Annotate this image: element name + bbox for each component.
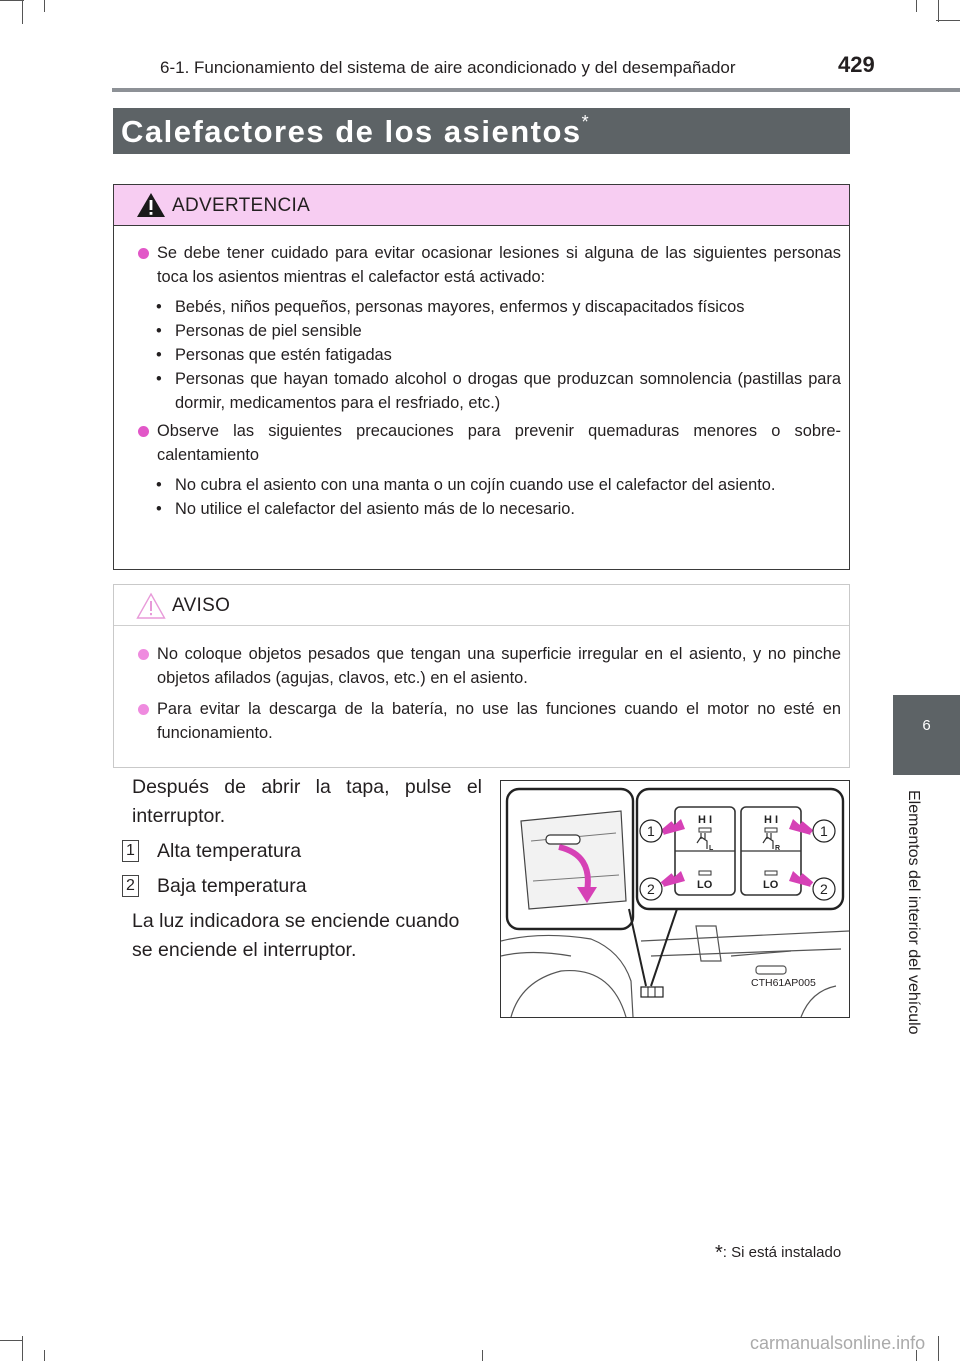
right-seat-tag: R — [775, 845, 781, 852]
warning-body — [114, 241, 849, 521]
warning-triangle-icon — [136, 192, 166, 218]
item-label: Alta temperatura — [157, 840, 302, 862]
figure-code: CTH61AP005 — [751, 977, 816, 989]
notice-box — [113, 584, 850, 768]
notice-heading: AVISO — [172, 595, 231, 616]
warning-box — [113, 184, 850, 570]
list-item: • No cubra el asiento con una manta o un cojín cuando use el calefactor del asiento. — [156, 476, 776, 494]
list-item: • Personas de piel sensible — [156, 322, 362, 340]
item-number-badge: 1 — [122, 840, 139, 862]
title-asterisk: * — [581, 112, 591, 132]
header-rule — [112, 88, 960, 92]
crop-mark — [44, 0, 45, 12]
crop-mark — [22, 0, 23, 24]
footnote — [715, 1240, 841, 1263]
footnote-text: : Si está instalado — [722, 1244, 842, 1261]
item-number-badge: 2 — [122, 875, 139, 897]
notice-header — [114, 585, 849, 626]
callout-number: 2 — [647, 881, 655, 897]
list-item: • Personas que hayan tomado alcohol o drogas que produzcan somnolencia (pastillas para dormir, medicamentos para el resfriado, etc.) — [156, 370, 841, 412]
seat-heater-illustration — [500, 780, 850, 1018]
title-bar — [113, 108, 850, 154]
callout-number: 2 — [820, 881, 828, 897]
intro-text: Después de abrir la tapa, pulse el interruptor. — [132, 776, 482, 827]
chapter-label: Elementos del interior del vehículo — [905, 790, 922, 1035]
warning-header — [114, 185, 849, 226]
bullet-dot-icon — [138, 248, 149, 259]
callout-number: 1 — [820, 823, 828, 839]
crop-mark — [22, 1336, 23, 1361]
crop-mark — [938, 1336, 939, 1361]
footnote-asterisk: * — [715, 1242, 723, 1264]
list-item: • Personas que estén fatigadas — [156, 346, 392, 364]
warning-bullet: Observe las siguientes precauciones para prevenir quemaduras menores o sobre-calentamiento — [138, 419, 841, 467]
bullet-dot-icon — [138, 426, 149, 437]
warning-heading: ADVERTENCIA — [172, 195, 311, 216]
crop-mark — [916, 0, 917, 12]
hi-label-left: H I — [698, 814, 713, 826]
notice-bullet: No coloque objetos pesados que tengan una superficie irregular en el asiento, y no pinche objetos afilados (agujas, clavos, etc.) en el asiento. — [138, 642, 841, 690]
crop-mark — [936, 20, 960, 21]
crop-mark — [44, 1350, 45, 1361]
list-item: • No utilice el calefactor del asiento más de lo necesario. — [156, 500, 575, 518]
lo-label-left: LO — [697, 879, 713, 891]
warning-bullet: Se debe tener cuidado para evitar ocasionar lesiones si alguna de las siguientes personas toca los asientos mientras el calefactor está activado: — [138, 241, 841, 289]
list-item: • Bebés, niños pequeños, personas mayores, enfermos y discapacitados físicos — [156, 298, 745, 316]
chapter-tab — [893, 695, 960, 775]
chapter-number: 6 — [922, 717, 931, 734]
notice-bullet: Para evitar la descarga de la batería, no use las funciones cuando el motor no esté en funcionamiento. — [138, 697, 841, 745]
lo-label-right: LO — [763, 879, 779, 891]
caution-triangle-icon — [136, 592, 166, 620]
left-seat-tag: L — [709, 845, 714, 852]
bullet-dot-icon — [138, 649, 149, 660]
crop-mark — [0, 0, 24, 1]
bullet-dot-icon — [138, 704, 149, 715]
page-title: Calefactores de los asientos* — [121, 112, 591, 149]
callout-number: 1 — [647, 823, 655, 839]
section-header: 6-1. Funcionamiento del sistema de aire acondicionado y del desempañador — [160, 58, 736, 77]
crop-mark — [938, 0, 939, 22]
closing-text: La luz indicadora se enciende cuando se enciende el interruptor. — [132, 910, 460, 961]
crop-mark — [482, 1350, 483, 1361]
page-number: 429 — [838, 52, 875, 77]
notice-body — [114, 642, 849, 745]
crop-mark — [0, 1340, 22, 1341]
watermark: carmanualsonline.info — [750, 1333, 926, 1353]
hi-label-right: H I — [764, 814, 779, 826]
item-label: Baja temperatura — [157, 875, 307, 897]
